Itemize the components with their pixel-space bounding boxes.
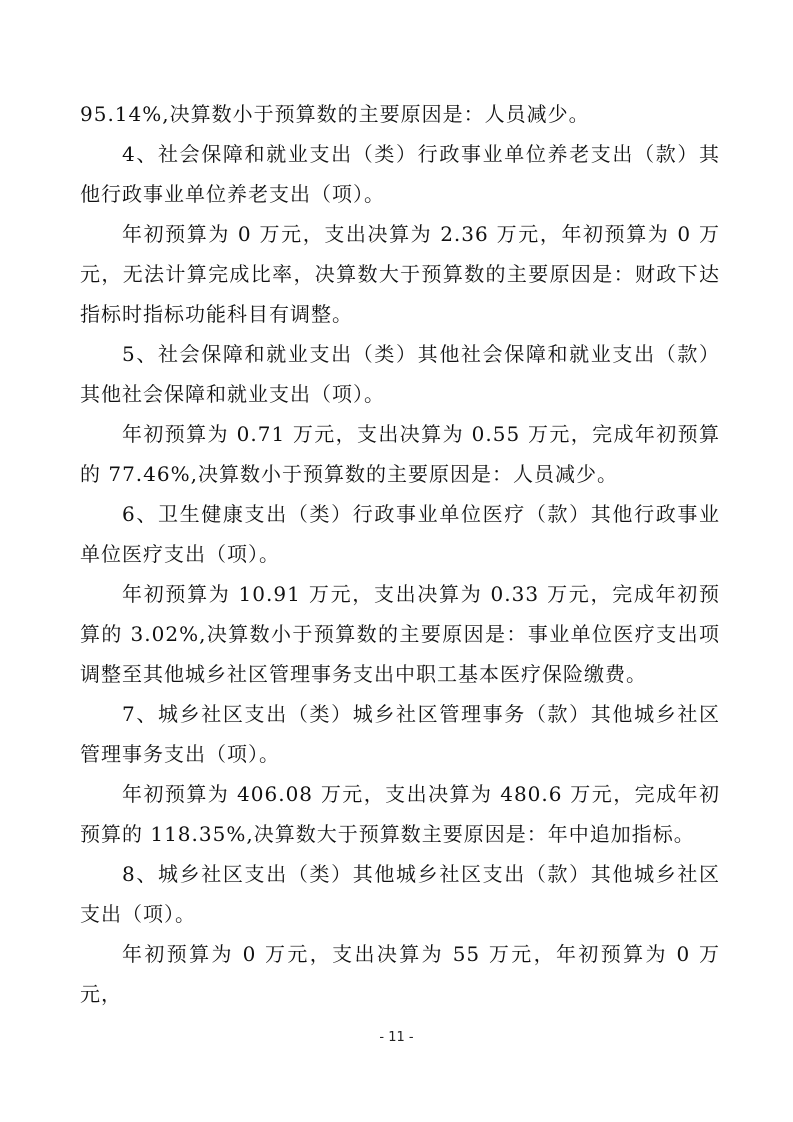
paragraph-item-6-heading: 6、卫生健康支出（类）行政事业单位医疗（款）其他行政事业单位医疗支出（项）。: [80, 502, 720, 566]
paragraph-item-7-heading: 7、城乡社区支出（类）城乡社区管理事务（款）其他城乡社区管理事务支出（项）。: [80, 702, 720, 766]
paragraph-item-5-detail: 年初预算为 0.71 万元，支出决算为 0.55 万元，完成年初预算的 77.46%,决算数小于预算数的主要原因是：人员减少。: [80, 422, 720, 486]
document-body: [80, 94, 720, 1014]
paragraph-continuation: 95.14%,决算数小于预算数的主要原因是：人员减少。: [80, 102, 590, 126]
paragraph-item-8-detail: 年初预算为 0 万元，支出决算为 55 万元，年初预算为 0 万元，: [80, 942, 720, 1006]
paragraph-item-5-heading: 5、社会保障和就业支出（类）其他社会保障和就业支出（款）其他社会保障和就业支出（项）。: [80, 342, 720, 406]
paragraph-item-7-detail: 年初预算为 406.08 万元，支出决算为 480.6 万元，完成年初预算的 118.35%,决算数大于预算数主要原因是：年中追加指标。: [80, 782, 720, 846]
paragraph-item-6-detail: 年初预算为 10.91 万元，支出决算为 0.33 万元，完成年初预算的 3.02%,决算数小于预算数的主要原因是：事业单位医疗支出项调整至其他城乡社区管理事务支出中职工基本医疗保险缴费。: [80, 582, 720, 686]
page-number: - 11 -: [379, 1030, 414, 1045]
paragraph-item-4-heading: 4、社会保障和就业支出（类）行政事业单位养老支出（款）其他行政事业单位养老支出（项）。: [80, 142, 720, 206]
paragraph-item-4-detail: 年初预算为 0 万元，支出决算为 2.36 万元，年初预算为 0 万元，无法计算完成比率，决算数大于预算数的主要原因是：财政下达指标时指标功能科目有调整。: [80, 222, 720, 326]
paragraph-item-8-heading: 8、城乡社区支出（类）其他城乡社区支出（款）其他城乡社区支出（项）。: [80, 862, 720, 926]
